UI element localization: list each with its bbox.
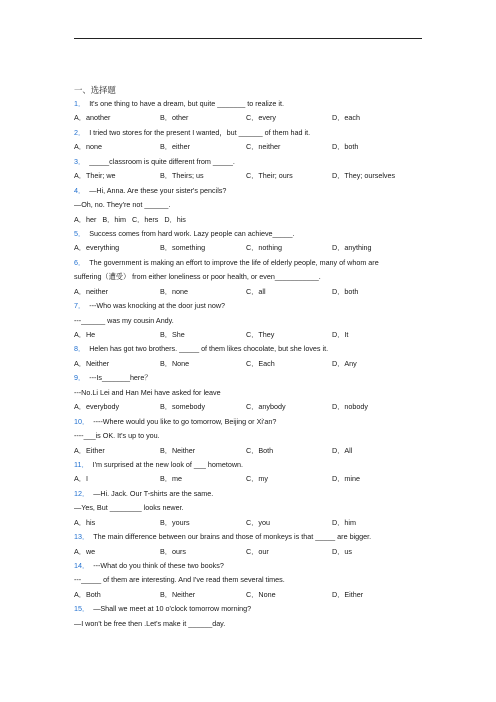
options-row <box>74 169 424 183</box>
question-text: I tried two stores for the present I wanted，but ______ of them had it. <box>89 127 311 137</box>
question-stem <box>74 342 424 356</box>
section-title: 一、选择题 <box>74 85 116 95</box>
question-text: —Oh, no. They're not ______. <box>74 200 171 210</box>
question-text: —I won't be free then .Let's make it ______day. <box>74 618 226 628</box>
question-stem <box>74 602 424 616</box>
question-stem <box>74 126 424 140</box>
question-stem-continued <box>74 386 424 400</box>
question-number: 12． <box>74 488 90 498</box>
question-number: 5． <box>74 228 86 238</box>
options-row <box>74 140 424 154</box>
answer-option[interactable]: C．Their; ours <box>246 171 293 181</box>
answer-option[interactable]: A．neither <box>74 286 108 296</box>
answer-option[interactable]: C．my <box>246 474 268 484</box>
answer-option[interactable]: B．none <box>160 286 188 296</box>
question-number: 3． <box>74 156 86 166</box>
answer-option[interactable]: B．him <box>102 214 126 224</box>
options-row <box>74 285 424 299</box>
question-stem <box>74 371 424 385</box>
question-stem-continued <box>74 314 424 328</box>
answer-option[interactable]: A．Their; we <box>74 171 116 181</box>
question-number: 14． <box>74 561 90 570</box>
question-stem <box>74 227 424 241</box>
answer-option[interactable]: A．Both <box>74 589 101 599</box>
answer-option[interactable]: B．either <box>160 142 190 152</box>
question-stem-continued <box>74 270 424 284</box>
question-stem-continued <box>74 617 424 631</box>
answer-option[interactable]: A．He <box>74 330 96 339</box>
answer-option[interactable]: C．anybody <box>246 402 286 412</box>
answer-option[interactable]: D．Any <box>332 358 357 368</box>
answer-option[interactable]: B．something <box>160 243 206 253</box>
answer-option[interactable]: B．somebody <box>160 402 206 412</box>
options-row <box>74 111 424 125</box>
options-row <box>74 516 424 530</box>
answer-option[interactable]: A．Neither <box>74 358 110 368</box>
answer-option[interactable]: A．his <box>74 517 96 527</box>
question-stem-continued <box>74 429 424 443</box>
answer-option[interactable]: A．her <box>74 214 97 224</box>
question-text: —Hi. Jack. Our T-shirts are the same. <box>93 488 214 498</box>
answer-option[interactable]: D．They; ourselves <box>332 171 396 181</box>
answer-option[interactable]: D．each <box>332 113 360 123</box>
answer-option[interactable]: B．me <box>160 474 182 484</box>
options-row <box>74 357 424 371</box>
question-text: Helen has got two brothers. _____ of them likes chocolate, but she loves it. <box>89 344 329 354</box>
question-text: —Shall we meet at 10 o'clock tomorrow morning? <box>93 604 252 614</box>
question-text: It's one thing to have a dream, but quite _______ to realize it. <box>89 99 284 108</box>
answer-option[interactable]: C．They <box>246 330 275 339</box>
question-text: _____classroom is quite different from _____. <box>89 156 235 166</box>
question-text: ---What do you think of these two books? <box>93 561 224 570</box>
options-row <box>74 588 424 602</box>
question-stem <box>74 559 424 573</box>
question-number: 2． <box>74 127 86 137</box>
answer-option[interactable]: A．everybody <box>74 402 120 412</box>
question-stem <box>74 97 424 111</box>
answer-option[interactable]: C．neither <box>246 142 281 152</box>
question-text: suffering（遭受） from either loneliness or poor health, or even___________. <box>74 272 321 282</box>
question-number: 9． <box>74 373 86 383</box>
answer-option[interactable]: D．nobody <box>332 402 368 412</box>
answer-option[interactable]: C．Each <box>246 358 275 368</box>
question-stem <box>74 530 424 544</box>
answer-option[interactable]: D．both <box>332 142 359 152</box>
options-row <box>74 400 424 414</box>
answer-option[interactable]: A．I <box>74 474 88 484</box>
question-text: ----___is OK. It's up to you. <box>74 431 160 441</box>
question-text: ---Who was knocking at the door just now? <box>89 301 226 311</box>
answer-option[interactable]: C．nothing <box>246 243 282 253</box>
question-text: ---Is_______here？ <box>89 373 152 383</box>
options-row <box>74 472 424 486</box>
question-text: ---______ was my cousin Andy. <box>74 315 174 325</box>
header-rule <box>74 38 422 39</box>
answer-option[interactable]: A．Either <box>74 445 105 455</box>
answer-option[interactable]: B．yours <box>160 517 190 527</box>
answer-option[interactable]: C．hers <box>131 214 159 224</box>
answer-option[interactable]: B．Theirs; us <box>160 171 204 181</box>
answer-option[interactable]: B．Neither <box>160 589 196 599</box>
question-stem <box>74 184 424 198</box>
answer-option[interactable]: B．None <box>160 358 190 368</box>
answer-option[interactable]: D．both <box>332 286 359 296</box>
answer-option[interactable]: B．Neither <box>160 445 196 455</box>
question-stem-continued <box>74 501 424 515</box>
answer-option[interactable]: C．every <box>246 113 276 123</box>
question-text: I'm surprised at the new look of ___ hometown. <box>92 459 244 469</box>
answer-option[interactable]: D．his <box>164 214 186 224</box>
answer-option[interactable]: A．another <box>74 113 111 123</box>
question-number: 11． <box>74 459 89 469</box>
question-text: —Hi, Anna. Are these your sister's pencils? <box>89 185 227 195</box>
answer-option[interactable]: A．none <box>74 142 102 152</box>
question-text: —Yes, But ________ looks newer. <box>74 503 184 513</box>
answer-option[interactable]: B．other <box>160 113 189 123</box>
answer-option[interactable]: C．you <box>246 517 270 527</box>
answer-option[interactable]: C．Both <box>246 445 274 455</box>
question-stem-continued <box>74 198 424 212</box>
question-stem-continued <box>74 573 424 587</box>
answer-option[interactable]: C．all <box>246 286 266 296</box>
answer-option[interactable]: B．She <box>160 330 185 339</box>
question-number: 15． <box>74 604 90 614</box>
question-text: The main difference between our brains and those of monkeys is that _____ are bigger. <box>93 532 372 542</box>
question-text: ----Where would you like to go tomorrow, Beijing or Xi'an? <box>93 416 277 426</box>
answer-option[interactable]: C．our <box>246 546 269 556</box>
question-number: 7． <box>74 301 86 311</box>
answer-option[interactable]: C．None <box>246 589 276 599</box>
question-stem <box>74 256 424 270</box>
answer-option[interactable]: D．anything <box>332 243 372 253</box>
question-number: 8． <box>74 344 86 354</box>
question-number: 6． <box>74 257 86 267</box>
question-text: The government is making an effort to improve the life of elderly people, many of whom are <box>89 257 379 267</box>
answer-option[interactable]: A．everything <box>74 243 120 253</box>
question-text: Success comes from hard work. Lazy people can achieve_____. <box>89 228 295 238</box>
answer-option[interactable]: D．him <box>332 517 356 527</box>
options-row <box>74 241 424 255</box>
question-number: 4． <box>74 185 86 195</box>
answer-option[interactable]: D．All <box>332 445 353 455</box>
question-number: 10． <box>74 416 90 426</box>
options-row <box>74 444 424 458</box>
question-stem <box>74 299 424 313</box>
question-text: ---_____ of them are interesting. And I've read them several times. <box>74 575 285 585</box>
question-stem <box>74 415 424 429</box>
answer-option[interactable]: D．mine <box>332 474 360 484</box>
question-text: ---No.Li Lei and Han Mei have asked for leave <box>74 387 221 397</box>
question-stem <box>74 155 424 169</box>
answer-option[interactable]: A．we <box>74 546 96 556</box>
question-stem <box>74 458 424 472</box>
question-number: 13． <box>74 532 90 542</box>
question-list <box>74 84 424 631</box>
options-row <box>74 545 424 559</box>
options-row <box>74 328 424 342</box>
answer-option[interactable]: D．It <box>332 330 349 339</box>
answer-option[interactable]: D．Either <box>332 589 364 599</box>
options-row <box>74 213 424 227</box>
answer-option[interactable]: D．us <box>332 546 352 556</box>
question-stem <box>74 487 424 501</box>
question-number: 1． <box>74 99 86 108</box>
answer-option[interactable]: B．ours <box>160 546 186 556</box>
